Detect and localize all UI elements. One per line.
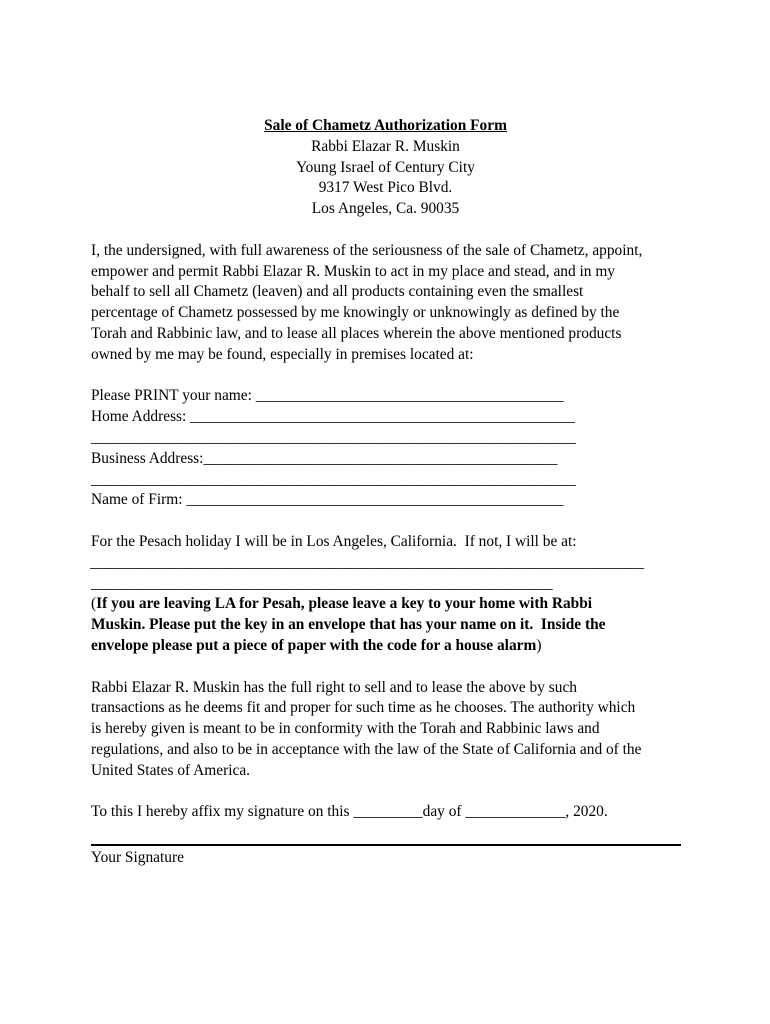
signature-line[interactable] — [91, 844, 681, 846]
synagogue-name: Young Israel of Century City — [296, 158, 475, 176]
intro-line: I, the undersigned, with full awareness of the seriousness of the sale of Chametz, appoint, — [91, 241, 643, 259]
city-address: Los Angeles, Ca. 90035 — [311, 200, 460, 218]
intro-line: empower and permit Rabbi Elazar R. Muskin to act in my place and stead, and in my — [91, 262, 615, 280]
authority-line: transactions as he deems fit and proper for such time as he chooses. The authority which — [91, 699, 636, 717]
authority-line: Rabbi Elazar R. Muskin has the full right to sell and to lease the above by such — [91, 678, 577, 696]
firm-name-field[interactable]: Name of Firm: _________________________________________________ — [91, 491, 564, 509]
key-note-line: Muskin. Please put the key in an envelope that has your name on it. Inside the — [91, 616, 606, 634]
pesach-location-field[interactable]: ________________________________________________________________________ — [90, 553, 645, 571]
form-title: Sale of Chametz Authorization Form — [264, 117, 507, 134]
form-page — [91, 116, 681, 823]
intro-line: behalf to sell all Chametz (leaven) and all products containing even the smallest — [91, 283, 584, 301]
name-field[interactable]: Please PRINT your name: ________________________________________ — [91, 387, 564, 405]
pesach-location-text: For the Pesach holiday I will be in Los Angeles, California. If not, I will be at: — [91, 532, 577, 550]
intro-line: owned by me may be found, especially in premises located at: — [91, 345, 474, 363]
authority-line: regulations, and also to be in acceptance with the law of the State of California and of the — [91, 740, 642, 758]
key-note-close-paren: ) — [536, 636, 542, 654]
home-address-field-line2[interactable]: _______________________________________________________________ — [91, 428, 576, 446]
intro-line: percentage of Chametz possessed by me knowingly or unknowingly as defined by the — [91, 304, 620, 322]
pesach-section — [91, 532, 681, 657]
pesach-location-field-line2[interactable]: ____________________________________________________________ — [91, 574, 553, 592]
business-address-field-line2[interactable]: _______________________________________________________________ — [91, 470, 576, 488]
intro-line: Torah and Rabbinic law, and to lease all places wherein the above mentioned products — [91, 324, 622, 342]
affix-date-field[interactable]: To this I hereby affix my signature on this _________day of _____________, 2020. — [91, 803, 608, 821]
intro-paragraph — [91, 241, 681, 366]
key-note-text: envelope please put a piece of paper with the code for a house alarm — [91, 636, 537, 654]
street-address: 9317 West Pico Blvd. — [318, 179, 453, 197]
home-address-field[interactable]: Home Address: __________________________________________________ — [91, 408, 575, 426]
fields-section — [91, 386, 681, 511]
signature-label: Your Signature — [91, 849, 184, 866]
authority-line: United States of America. — [91, 761, 250, 779]
key-note-line — [91, 636, 681, 657]
key-note-text: If you are leaving LA for Pesah, please leave a key to your home with Rabbi — [96, 595, 593, 613]
affix-section — [91, 802, 681, 823]
authority-paragraph — [91, 678, 681, 782]
key-note-line — [91, 594, 681, 615]
key-note-open-paren: ( — [91, 595, 97, 613]
form-header — [90, 116, 681, 220]
business-address-field[interactable]: Business Address:______________________________________________ — [91, 449, 558, 467]
rabbi-name: Rabbi Elazar R. Muskin — [311, 137, 460, 155]
authority-line: is hereby given is meant to be in conformity with the Torah and Rabbinic laws and — [91, 720, 600, 738]
